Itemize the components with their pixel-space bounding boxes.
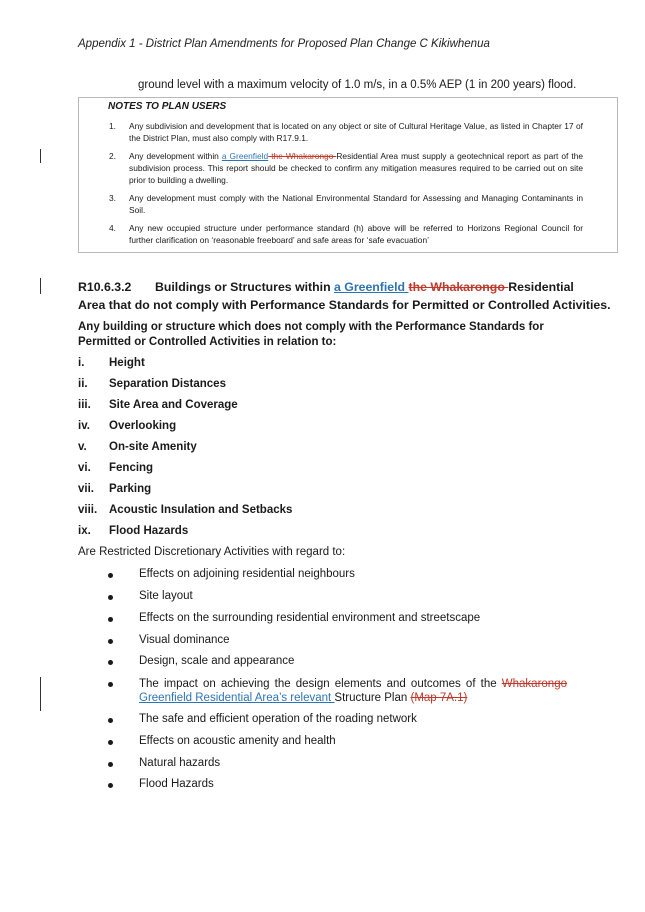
inserted-text: a Greenfield: [334, 280, 409, 294]
bullet-dot: [108, 762, 113, 767]
rule-heading-line1: [78, 278, 611, 296]
bullet-dot: [108, 682, 113, 687]
deleted-text: the Whakarongo: [268, 151, 337, 161]
bullet-dot: [108, 783, 113, 788]
list-number: ix.: [78, 525, 91, 537]
note-text-part: Any development within: [129, 151, 222, 161]
bullet-text: Site layout: [139, 590, 193, 602]
list-text: Separation Distances: [109, 378, 226, 390]
rule-heading-line2: Area that do not comply with Performance Standards for Permitted or Controlled Activities.: [78, 298, 611, 312]
change-bar-note2: [40, 149, 41, 163]
deleted-text: (Map 7A.1): [410, 692, 468, 704]
list-text: Height: [109, 357, 145, 369]
inserted-text: a Greenfield: [221, 151, 269, 161]
bullet-dot: [108, 718, 113, 723]
bullet-text-part: The impact on achieving the design elements and outcomes of the: [139, 678, 502, 690]
notes-title: NOTES TO PLAN USERS: [108, 101, 227, 112]
bullet-dot: [108, 660, 113, 665]
note-text: [129, 150, 583, 186]
performance-standards-paragraph: Any building or structure which does not comply with the Performance Standards for Permitted or Controlled Activities in relation to:: [78, 321, 544, 348]
note-text: Any development must comply with the National Environmental Standard for Assessing and Managing Contaminants in Soil.: [129, 193, 583, 215]
rule-code: R10.6.3.2: [78, 280, 132, 294]
bullet-dot: [108, 740, 113, 745]
bullet-text: Effects on adjoining residential neighbours: [139, 568, 355, 580]
bullet-dot: [108, 573, 113, 578]
bullet-text: [139, 677, 567, 705]
list-number: vii.: [78, 483, 94, 495]
note-number: 3.: [109, 193, 116, 203]
rule-heading: [78, 278, 611, 314]
list-number: vi.: [78, 462, 91, 474]
notes-box: [78, 97, 618, 253]
note-number: 1.: [109, 121, 116, 131]
bullet-text: Design, scale and appearance: [139, 655, 295, 667]
change-bar-bullet6: [40, 677, 41, 711]
bullet-text: The safe and efficient operation of the roading network: [139, 713, 417, 725]
list-number: viii.: [78, 504, 98, 516]
list-number: iv.: [78, 420, 90, 432]
list-text: Flood Hazards: [109, 525, 189, 537]
bullet-text: Visual dominance: [139, 634, 230, 646]
list-text: Site Area and Coverage: [109, 399, 238, 411]
bullet-dot: [108, 595, 113, 600]
list-text: Fencing: [109, 462, 154, 474]
deleted-text: Whakarongo: [501, 678, 567, 690]
bullet-text: Effects on acoustic amenity and health: [139, 735, 336, 747]
change-bar-rule: [40, 278, 41, 294]
bullet-text: Flood Hazards: [139, 778, 214, 790]
inserted-text: Greenfield Residential Area’s relevant: [139, 692, 335, 704]
bullet-text: Effects on the surrounding residential environment and streetscape: [139, 612, 481, 624]
note-text-part: Residential Area must supply a geotechnical report as part of the subdivision process. This report should be checked to confirm any mitigation measures required to be carried out on site prior to building a dwelling.: [129, 151, 584, 185]
note-text: Any subdivision and development that is located on any object or site of Cultural Heritage Value, as listed in Chapter 17 of the District Plan, must also comply with R17.9.1.: [129, 121, 583, 143]
note-item-4: [109, 222, 583, 246]
note-item-2: [109, 150, 583, 186]
list-text: Parking: [109, 483, 152, 495]
note-number: 2.: [109, 151, 116, 161]
deleted-text: the Whakarongo: [408, 280, 509, 294]
list-number: v.: [78, 441, 87, 453]
bullet-text-part: Structure Plan: [334, 692, 411, 704]
note-item-1: [109, 120, 583, 144]
bullet-dot: [108, 639, 113, 644]
note-text: Any new occupied structure under performance standard (h) above will be referred to Horizons Regional Council for further clarification on ‘reasonable freeboard’ and safe areas for ‘safe evacuation’: [129, 223, 583, 245]
note-number: 4.: [109, 223, 116, 233]
rule-title-part: Buildings or Structures within: [155, 280, 334, 294]
list-number: ii.: [78, 378, 88, 390]
restricted-paragraph: Are Restricted Discretionary Activities with regard to:: [78, 546, 346, 558]
rule-title-part: Residential: [508, 280, 574, 294]
list-number: iii.: [78, 399, 91, 411]
note-item-3: [109, 192, 583, 216]
intro-line: ground level with a maximum velocity of 1.0 m/s, in a 0.5% AEP (1 in 200 years) flood.: [138, 79, 577, 91]
list-text: Overlooking: [109, 420, 177, 432]
bullet-text: Natural hazards: [139, 757, 221, 769]
bullet-dot: [108, 617, 113, 622]
list-text: Acoustic Insulation and Setbacks: [109, 504, 293, 516]
page-header: Appendix 1 - District Plan Amendments for Proposed Plan Change C Kikiwhenua: [78, 38, 490, 50]
list-text: On-site Amenity: [109, 441, 197, 453]
list-number: i.: [78, 357, 85, 369]
